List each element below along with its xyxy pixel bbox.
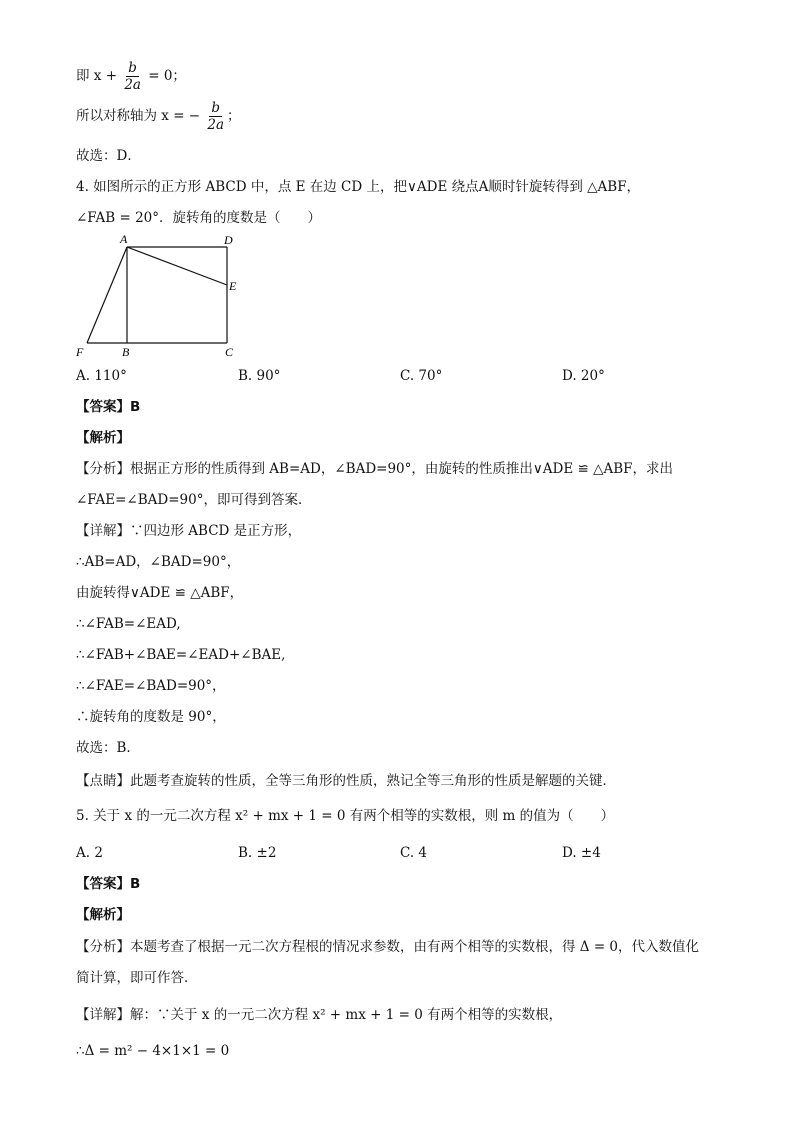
fraction <box>124 60 141 93</box>
q4-detail-7: ∴旋转角的度数是 90°， <box>76 709 226 725</box>
label-a: A <box>120 232 128 246</box>
q4-option-c: C. 70° <box>400 368 443 384</box>
edge-af <box>87 247 127 343</box>
q4-detail-8: 故选：B． <box>76 740 140 756</box>
fraction <box>207 100 224 133</box>
fraction-numerator: b <box>211 100 221 116</box>
square-rotation-figure <box>70 230 250 360</box>
q4-detail-6: ∴∠FAE=∠BAD=90°， <box>76 678 226 694</box>
q4-detail-3: 由旋转得∨ADE ≌ △ABF， <box>76 585 244 601</box>
text: = 0； <box>143 68 186 84</box>
q4-answer: 【答案】B <box>76 399 141 415</box>
q5-detail-2: ∴Δ = m² − 4×1×1 = 0 <box>76 1043 230 1059</box>
label-d: D <box>224 233 233 247</box>
q5-analysis-1: 【分析】本题考查了根据一元二次方程根的情况求参数，由有两个相等的实数根，得 Δ = 0，代入数值化 <box>76 939 700 955</box>
q5-analysis-heading: 【解析】 <box>76 907 130 923</box>
q4-detail-1: 【详解】∵四边形 ABCD 是正方形， <box>76 523 302 539</box>
fraction-denominator: 2a <box>124 77 141 93</box>
q5-option-a: A. 2 <box>76 845 103 861</box>
choice-line: 故选：D． <box>76 148 141 164</box>
q4-detail-4: ∴∠FAB=∠EAD, <box>76 616 181 632</box>
question-4-stem: 4. 如图所示的正方形 ABCD 中，点 E 在边 CD 上，把∨ADE 绕点A顺时针旋转得到 △ABF， <box>76 179 641 195</box>
q5-detail-1: 【详解】解：∵关于 x 的一元二次方程 x² + mx + 1 = 0 有两个相等的实数根， <box>76 1007 563 1023</box>
label-b: B <box>122 345 130 359</box>
text: 即 x + <box>76 68 122 84</box>
q5-option-d: D. ±4 <box>562 845 601 861</box>
label-f: F <box>76 345 84 359</box>
q4-option-d: D. 20° <box>562 368 605 384</box>
label-c: C <box>225 345 234 359</box>
q4-analysis-2: ∠FAE=∠BAD=90°，即可得到答案． <box>76 492 312 508</box>
edge-ae <box>127 247 227 285</box>
text: ； <box>227 108 241 124</box>
equation-line <box>76 60 186 93</box>
q4-analysis-1: 【分析】根据正方形的性质得到 AB=AD，∠BAD=90°，由旋转的性质推出∨ADE ≌ △ABF，求出 <box>76 461 674 477</box>
q5-analysis-2: 简计算，即可作答． <box>76 970 198 986</box>
q5-option-b: B. ±2 <box>238 845 277 861</box>
q4-option-a: A. 110° <box>76 368 127 384</box>
q4-key-point: 【点睛】此题考查旋转的性质，全等三角形的性质，熟记全等三角形的性质是解题的关键． <box>76 773 616 789</box>
question-4-stem-2: ∠FAB = 20°．旋转角的度数是（ ） <box>76 210 321 226</box>
q4-detail-5: ∴∠FAB+∠BAE=∠EAD+∠BAE, <box>76 647 286 663</box>
q5-answer: 【答案】B <box>76 876 141 892</box>
q4-option-b: B. 90° <box>238 368 281 384</box>
text: 所以对称轴为 x = − <box>76 108 205 124</box>
q4-detail-2: ∴AB=AD，∠BAD=90°， <box>76 554 241 570</box>
question-5-stem: 5. 关于 x 的一元二次方程 x² + mx + 1 = 0 有两个相等的实数根，则 m 的值为（ ） <box>76 808 615 824</box>
fraction-numerator: b <box>128 60 137 76</box>
axis-of-symmetry-line <box>76 100 241 133</box>
q4-analysis-heading: 【解析】 <box>76 430 130 446</box>
label-e: E <box>229 279 237 293</box>
q5-option-c: C. 4 <box>400 845 428 861</box>
fraction-denominator: 2a <box>207 117 225 133</box>
